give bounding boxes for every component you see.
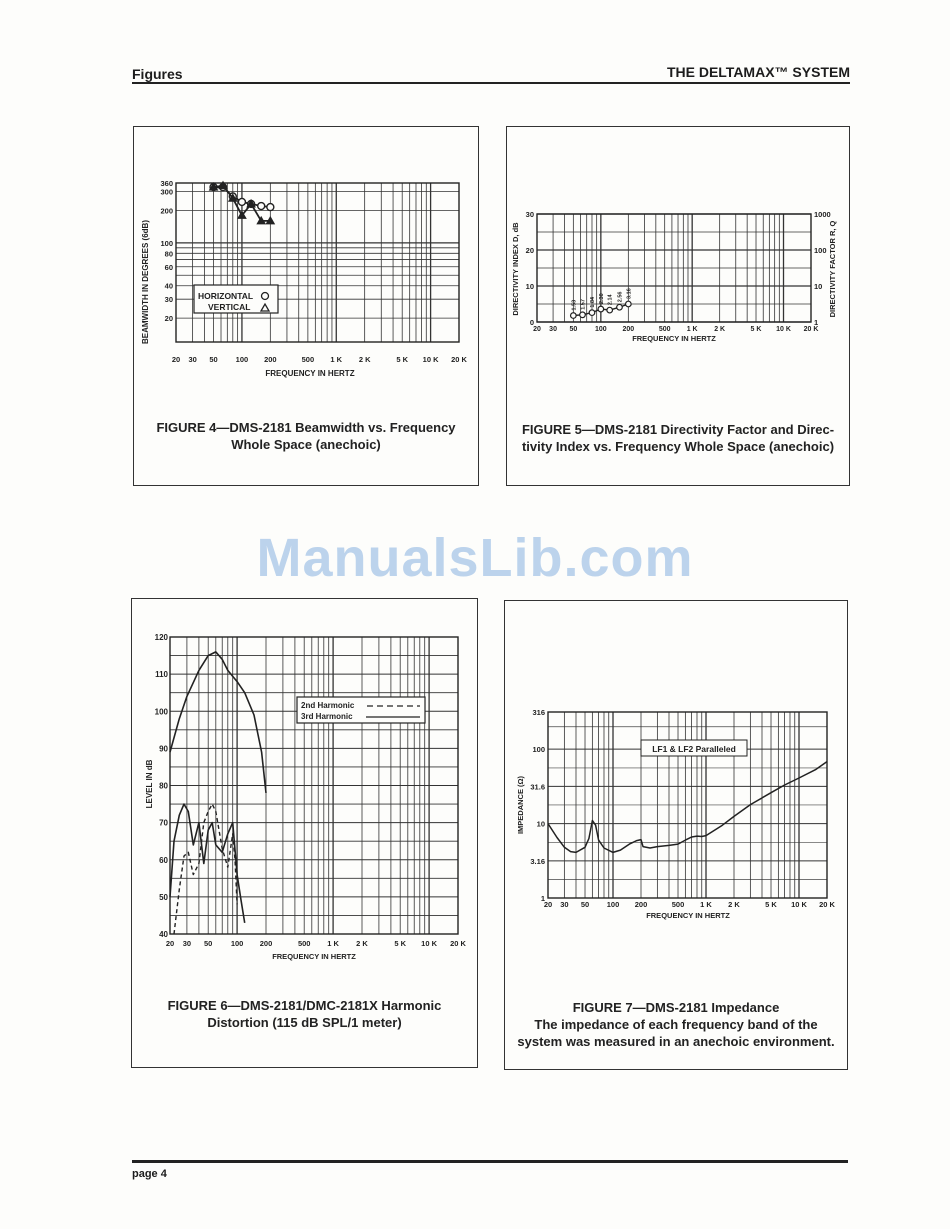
y-tick-label-right: 1000 [814,210,831,219]
header-rule [132,82,850,84]
x-tick-label: 20 [171,355,181,364]
x-tick-label: 30 [182,939,192,948]
x-tick-label: 1 K [330,355,343,364]
directivity-data-point [617,304,623,310]
x-tick-label: 20 K [819,900,835,909]
x-tick-label: 10 K [422,355,439,364]
x-tick-label: 100 [235,355,249,364]
y-axis-label-left: DIRECTIVITY INDEX D, dB [511,222,520,316]
figure-7-caption-line3: system was measured in an anechoic environment. [517,1034,835,1049]
y-tick-label: 90 [159,744,168,754]
q-value-label: 2.14 [607,294,614,306]
q-value-label: 2.56 [617,291,624,303]
page-number: page 4 [132,1168,167,1180]
y-tick-label: 360 [160,179,173,188]
y-tick-label: 60 [159,855,168,865]
horizontal-data-point [258,203,265,210]
figure-6-caption-line2: Distortion (115 dB SPL/1 meter) [207,1015,402,1030]
x-tick-label: 500 [658,326,671,333]
y-tick-label: 200 [160,206,173,216]
x-tick-label: 5 K [750,326,762,333]
x-tick-label: 1 K [700,900,712,909]
figure-5-panel [506,126,850,486]
legend-vertical-label: VERTICAL [208,302,251,312]
y-tick-label: 3.16 [530,856,545,866]
directivity-data-point [571,313,577,319]
x-tick-label: 20 [165,939,175,948]
header-document-title: THE DELTAMAX™ SYSTEM [666,64,850,80]
x-tick-label: 200 [259,939,273,948]
y-tick-label-left: 20 [525,246,534,255]
x-tick-label: 10 K [421,939,438,948]
y-tick-label: 80 [159,781,168,791]
y-tick-label-left: 0 [529,318,534,327]
x-tick-label: 20 [543,900,553,909]
y-tick-label: 30 [164,295,173,305]
x-tick-label: 2 K [358,355,371,364]
y-axis-label-right: DIRECTIVITY FACTOR R, Q [828,220,837,318]
x-tick-label: 20 K [803,326,819,333]
y-tick-label: 31.6 [530,782,545,792]
y-tick-label: 300 [160,187,173,197]
x-axis-label: FREQUENCY IN HERTZ [272,952,356,961]
x-tick-label: 10 K [791,900,807,909]
directivity-data-point [589,310,595,316]
y-tick-label-left: 30 [525,210,534,219]
x-tick-label: 2 K [714,326,726,333]
x-tick-label: 20 K [450,939,466,948]
footer-rule [132,1160,848,1163]
x-tick-label: 2 K [728,900,740,909]
y-tick-label: 120 [154,633,168,642]
x-tick-label: 30 [188,355,197,364]
horizontal-data-point [238,198,245,205]
figure-6-caption-line1: FIGURE 6—DMS-2181/DMC-2181X Harmonic [167,998,442,1013]
y-tick-label: 10 [536,819,545,829]
y-tick-label: 40 [164,281,173,291]
header-section-title: Figures [132,66,183,82]
x-tick-label: 100 [230,939,244,948]
q-value-label: 1.84 [589,296,596,308]
x-tick-label: 200 [622,326,635,333]
directivity-data-point [607,307,613,313]
y-tick-label: 100 [160,238,173,248]
q-value-label: 3.16 [626,288,633,299]
figure-5-caption-line2: tivity Index vs. Frequency Whole Space (anechoic) [521,439,835,454]
x-tick-label: 100 [606,900,620,909]
x-tick-label: 1 K [686,326,698,333]
directivity-data-point [580,312,586,318]
x-tick-label: 5 K [396,355,409,364]
y-tick-label: 70 [159,818,168,828]
x-tick-label: 50 [209,355,218,364]
q-value-label: 1.53 [571,299,578,311]
x-tick-label: 20 [533,326,541,333]
x-axis-label: FREQUENCY IN HERTZ [632,334,716,343]
legend-2nd-harmonic-label: 2nd Harmonic [301,701,355,710]
y-tick-label-right: 10 [814,282,823,291]
y-tick-label: 1 [540,894,545,903]
horizontal-data-point [267,204,274,211]
x-tick-label: 10 K [776,326,791,333]
y-tick-label: 100 [532,745,545,755]
x-tick-label: 50 [580,900,590,909]
legend-label: LF1 & LF2 Paralleled [652,744,736,754]
figure-4-caption-line1: FIGURE 4—DMS-2181 Beamwidth vs. Frequency [156,420,456,435]
x-tick-label: 200 [634,900,648,909]
y-tick-label: 316 [532,708,545,717]
figure-4-caption-line2: Whole Space (anechoic) [231,437,381,452]
x-tick-label: 200 [264,355,277,364]
y-tick-label-right: 100 [814,246,827,255]
y-tick-label: 40 [159,930,168,939]
y-tick-label: 20 [164,314,173,324]
x-tick-label: 5 K [394,939,407,948]
x-tick-label: 20 K [451,355,467,364]
directivity-data-point [626,301,632,307]
y-tick-label-right: 1 [814,318,819,327]
x-tick-label: 5 K [765,900,777,909]
directivity-data-point [598,306,604,312]
x-tick-label: 1 K [327,939,339,948]
figure-5-caption-line1: FIGURE 5—DMS-2181 Directivity Factor and Direc- [521,422,835,437]
x-tick-label: 2 K [356,939,368,948]
q-value-label: 1.57 [580,299,587,310]
figure-7-caption-line2: The impedance of each frequency band of the [534,1017,818,1032]
x-tick-label: 30 [560,900,569,909]
y-tick-label: 50 [159,892,168,902]
legend-horizontal-label: HORIZONTAL [198,291,254,301]
y-axis-label: IMPEDANCE (Ω) [516,775,525,835]
x-tick-label: 100 [594,326,607,333]
q-value-label: 2.30 [598,293,605,305]
y-tick-label: 110 [155,670,168,680]
x-tick-label: 500 [301,355,315,364]
figure-6-panel [131,598,478,1068]
y-axis-label: LEVEL IN dB [145,759,154,809]
x-tick-label: 50 [204,939,213,948]
figure-4-panel [133,126,479,486]
y-tick-label: 80 [164,249,173,259]
x-tick-label: 30 [549,326,557,333]
y-tick-label-left: 10 [525,282,534,291]
x-axis-label: FREQUENCY IN HERTZ [646,911,730,920]
y-axis-label: BEAMWIDTH IN DEGREES (6dB) [141,220,150,344]
figure-7-panel [504,600,848,1070]
figure-7-caption-line1: FIGURE 7—DMS-2181 Impedance [572,1000,780,1015]
x-tick-label: 500 [671,900,685,909]
x-tick-label: 500 [297,939,311,948]
legend-3rd-harmonic-label: 3rd Harmonic [301,712,353,721]
y-tick-label: 100 [154,707,168,717]
y-tick-label: 60 [164,262,173,272]
x-axis-label: FREQUENCY IN HERTZ [265,369,355,378]
x-tick-label: 50 [569,326,578,333]
watermark: ManualsLib.com [256,528,694,588]
